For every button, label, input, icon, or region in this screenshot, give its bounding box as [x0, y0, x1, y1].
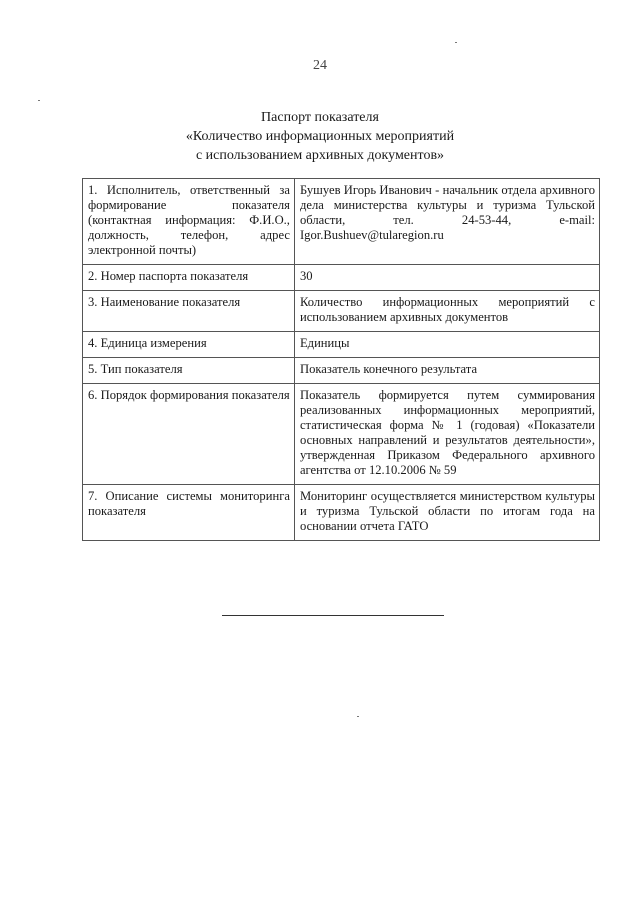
table-row [83, 179, 600, 265]
title-line-2: «Количество информационных мероприятий [185, 129, 455, 144]
row-value: Количество информационных мероприятий с использованием архивных документов [294, 291, 599, 332]
scan-speck [455, 42, 457, 43]
table-row [83, 358, 600, 384]
passport-table [82, 178, 600, 541]
row-label: 4. Единица измерения [83, 332, 295, 358]
scan-speck [357, 716, 359, 717]
closing-rule [222, 615, 444, 616]
row-value: Единицы [294, 332, 599, 358]
row-value: 30 [294, 265, 599, 291]
table-row [83, 384, 600, 485]
row-value: Показатель конечного результата [294, 358, 599, 384]
scan-speck [38, 100, 40, 101]
row-value: Мониторинг осуществляется министерством культуры и туризма Тульской области по итогам года на основании отчета ГАТО [294, 485, 599, 541]
table-row [83, 332, 600, 358]
row-label: 3. Наименование показателя [83, 291, 295, 332]
table-row [83, 291, 600, 332]
table-row [83, 265, 600, 291]
row-label: 7. Описание системы мониторинга показателя [83, 485, 295, 541]
row-label: 6. Порядок формирования показателя [83, 384, 295, 485]
document-title [0, 108, 640, 165]
row-value: Показатель формируется путем суммирования реализованных информационных мероприятий, статистическая форма № 1 (годовая) «Показатели основных направлений и результатов деятельности», утвержденная Приказом Федерального архивного агентства от 12.10.2006 № 59 [294, 384, 599, 485]
row-label: 1. Исполнитель, ответственный за формирование показателя (контактная информация: Ф.И.О., должность, телефон, адрес электронной почты) [83, 179, 295, 265]
row-label: 5. Тип показателя [83, 358, 295, 384]
row-value: Бушуев Игорь Иванович - начальник отдела архивного дела министерства культуры и туризма Тульской области, тел. 24-53-44, e-mail: Igor.Bushuev@tularegion.ru [294, 179, 599, 265]
row-label: 2. Номер паспорта показателя [83, 265, 295, 291]
title-line-1: Паспорт показателя [261, 110, 379, 125]
table-row [83, 485, 600, 541]
page-number: 24 [313, 58, 327, 73]
title-line-3: с использованием архивных документов» [195, 148, 445, 163]
